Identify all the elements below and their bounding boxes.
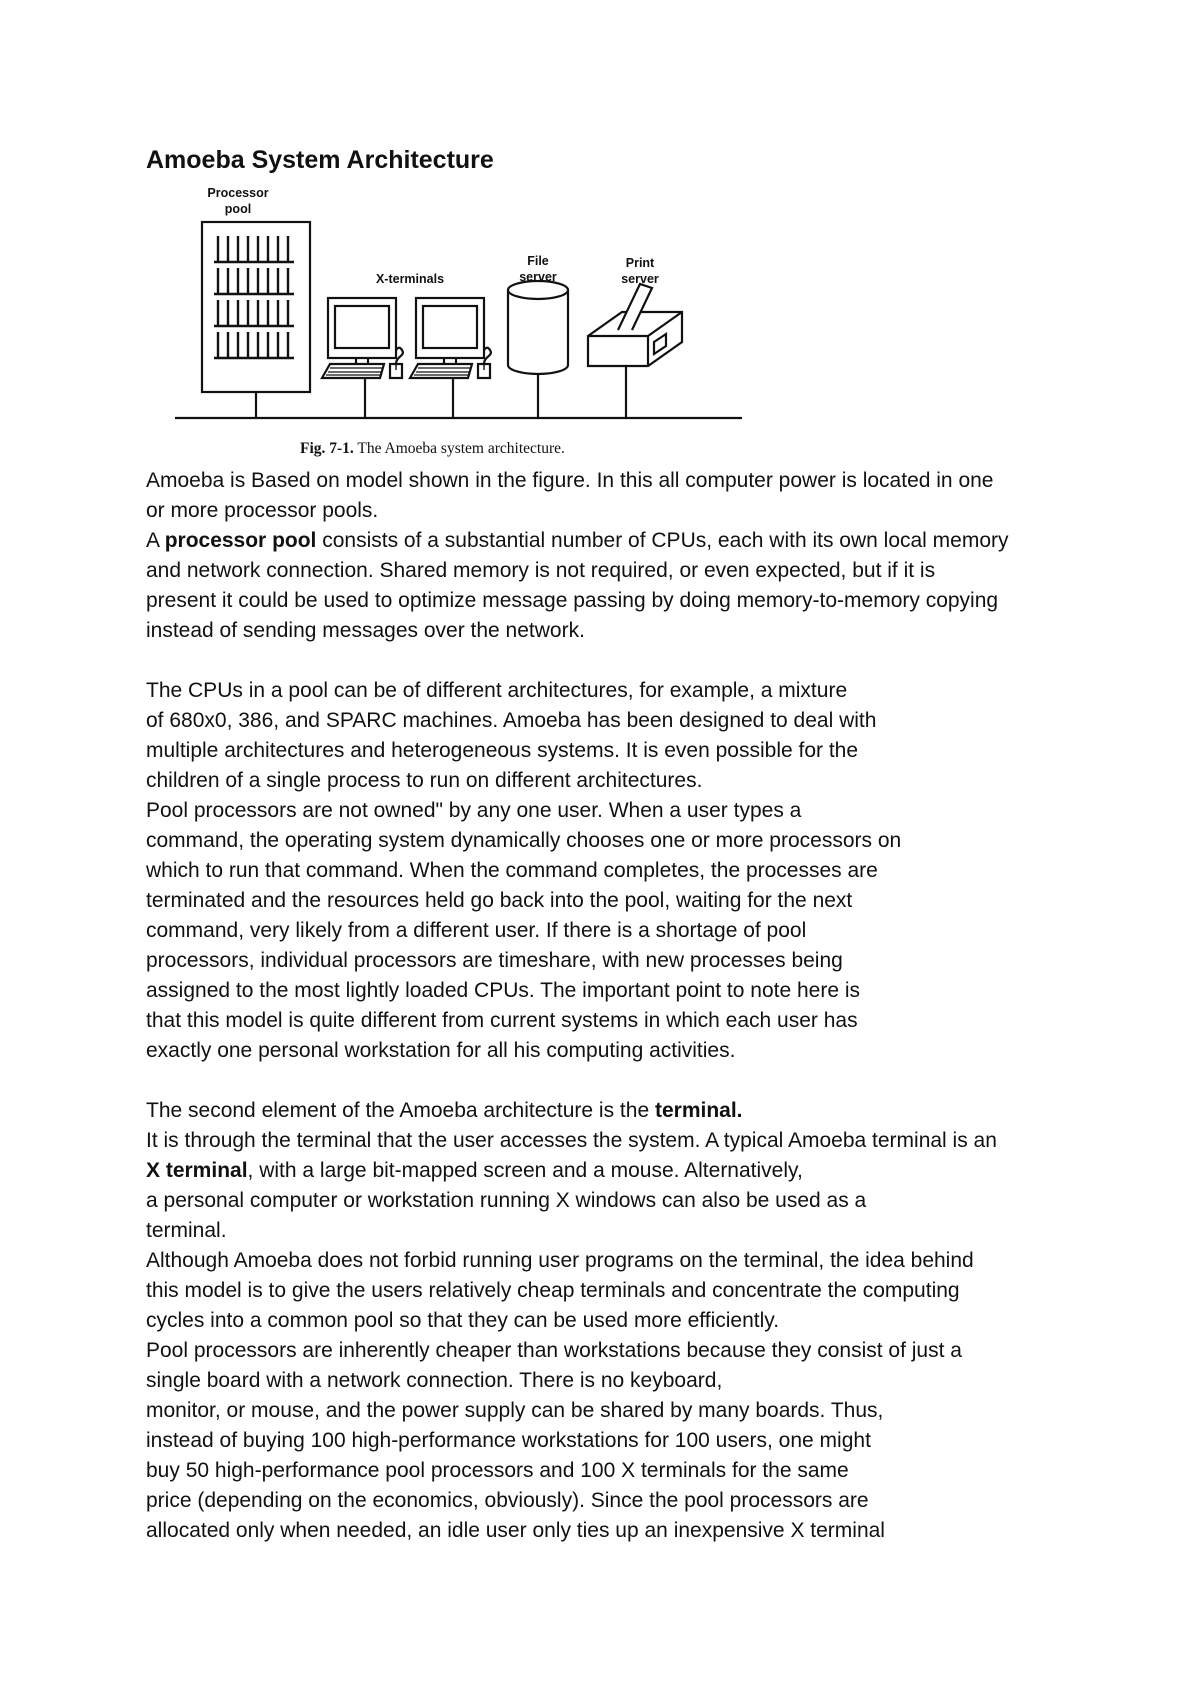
paragraph-line: buy 50 high-performance pool processors and 100 X terminals for the same	[146, 1459, 849, 1482]
architecture-figure	[170, 180, 750, 470]
paragraph-line: of 680x0, 386, and SPARC machines. Amoeba has been designed to deal with	[146, 709, 877, 732]
label-processor: Processor	[207, 186, 269, 200]
paragraph-line: Pool processors are inherently cheaper than workstations because they consist of just a	[146, 1339, 962, 1362]
paragraph-line: which to run that command. When the command completes, the processes are	[146, 859, 878, 882]
label-file: File	[527, 254, 549, 268]
body-text	[146, 466, 1146, 1546]
terminal-term: terminal.	[654, 1099, 743, 1122]
paragraph-line: that this model is quite different from current systems in which each user has	[146, 1009, 858, 1032]
figure-caption	[300, 440, 565, 458]
paragraph-line: exactly one personal workstation for all his computing activities.	[146, 1039, 736, 1062]
print-server-printer	[588, 284, 682, 418]
architecture-diagram	[170, 180, 750, 430]
label-file-server: server	[519, 270, 557, 284]
file-server-cylinder	[508, 281, 568, 418]
x-terminal-term: X terminal	[146, 1159, 248, 1182]
processor-pool-rack	[202, 222, 310, 418]
paragraph-line: cycles into a common pool so that they can be used more efficiently.	[146, 1309, 780, 1332]
paragraph-line: or more processor pools.	[146, 499, 379, 522]
figure-caption-text: The Amoeba system architecture.	[353, 440, 565, 457]
paragraph-line: single board with a network connection. There is no keyboard,	[146, 1369, 723, 1392]
paragraph-line: instead of buying 100 high-performance workstations for 100 users, one might	[146, 1429, 871, 1452]
paragraph-line: allocated only when needed, an idle user only ties up an inexpensive X terminal	[146, 1519, 885, 1542]
paragraph-line: processors, individual processors are timeshare, with new processes being	[146, 949, 843, 972]
paragraph-line: terminal.	[146, 1219, 227, 1242]
paragraph-line: Pool processors are not owned" by any one user. When a user types a	[146, 799, 802, 822]
paragraph-line: monitor, or mouse, and the power supply can be shared by many boards. Thus,	[146, 1399, 884, 1422]
label-pool: pool	[224, 202, 252, 216]
label-print-server: server	[621, 272, 659, 286]
paragraph-line: children of a single process to run on different architectures.	[146, 769, 703, 792]
processor-pool-term: processor pool	[164, 529, 317, 552]
paragraph-line: a personal computer or workstation running X windows can also be used as a	[146, 1189, 867, 1212]
paragraph-line: command, the operating system dynamically chooses one or more processors on	[146, 829, 902, 852]
paragraph-line: The second element of the Amoeba architecture is the terminal.	[146, 1099, 743, 1122]
x-terminal-2	[410, 298, 491, 418]
paragraph-line: and network connection. Shared memory is not required, or even expected, but if it is	[146, 559, 936, 582]
paragraph-line: A processor pool consists of a substantial number of CPUs, each with its own local memory	[146, 529, 1009, 552]
paragraph-line: assigned to the most lightly loaded CPUs. The important point to note here is	[146, 979, 861, 1002]
paragraph-line: present it could be used to optimize message passing by doing memory-to-memory copying	[146, 589, 999, 612]
paragraph-line: multiple architectures and heterogeneous systems. It is even possible for the	[146, 739, 859, 762]
paragraph-line: terminated and the resources held go back into the pool, waiting for the next	[146, 889, 853, 912]
paragraph-line: It is through the terminal that the user accesses the system. A typical Amoeba terminal is an	[146, 1129, 997, 1152]
paragraph-line: Amoeba is Based on model shown in the figure. In this all computer power is located in one	[146, 469, 994, 492]
label-print: Print	[625, 256, 655, 270]
x-terminal-1	[322, 298, 403, 418]
paragraph-line: command, very likely from a different user. If there is a shortage of pool	[146, 919, 807, 942]
paragraph-line: instead of sending messages over the network.	[146, 619, 585, 642]
paragraph-line: The CPUs in a pool can be of different architectures, for example, a mixture	[146, 679, 848, 702]
page-title: Amoeba System Architecture	[146, 146, 494, 174]
paragraph-line: this model is to give the users relatively cheap terminals and concentrate the computing	[146, 1279, 960, 1302]
paragraph-line: price (depending on the economics, obviously). Since the pool processors are	[146, 1489, 869, 1512]
figure-caption-number: Fig. 7-1.	[300, 440, 354, 457]
paragraph-line: Although Amoeba does not forbid running user programs on the terminal, the idea behind	[146, 1249, 974, 1272]
paragraph-line: X terminal, with a large bit-mapped screen and a mouse. Alternatively,	[146, 1159, 803, 1182]
label-x-terminals: X-terminals	[375, 272, 445, 286]
